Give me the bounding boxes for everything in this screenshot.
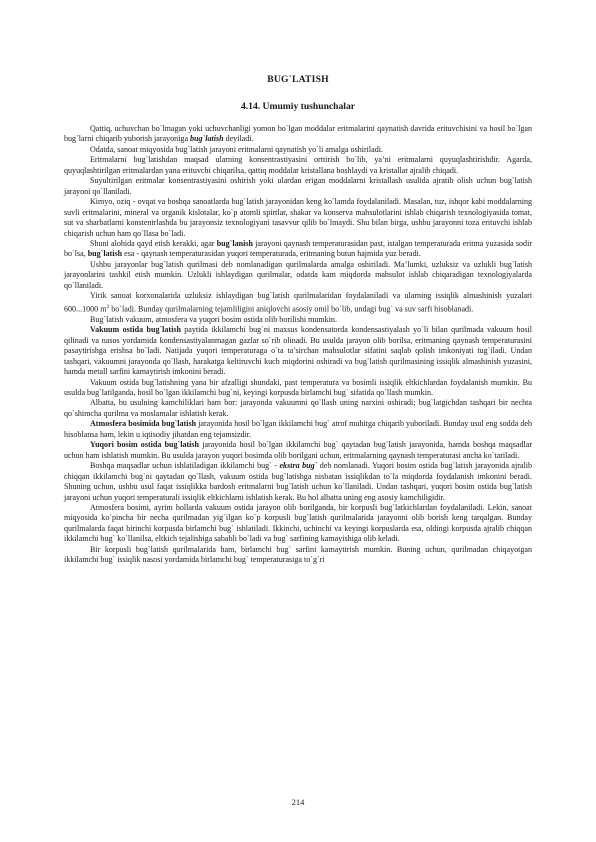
emphasis-text: Vakuum ostida bug`latish	[90, 325, 181, 335]
text-run: deb nomlanadi. Yuqori bosim ostida bug`latish jarayonida ajralib chiqqan ikkilamchi bug`ni qaytadan qo`llash, vakuum ostida bug`latishga nisbatan issiqlikdan to`la miqdorda foydalanish imkonini beradi. Shuning uchun, ushbu usul faqat issiqlikka bardosh eritmalarni bug`latish uchun ko`llaniladi. Undan tashqari, yuqori bosim ostida bug`latish jarayoni uchun yuqori temperaturali issiqlik eltkichlarni ishlatish kerak. Bu hol albatta uning eng asosiy kamchiligidir.	[64, 461, 532, 502]
text-run: Odatda, sanoat miqyosida bug`latish jarayoni eritmalarni qaynatish yo`li amalga oshiriladi.	[90, 144, 383, 154]
text-run: Boshqa maqsadlar uchun ishlatiladigan ikkilamchi bug` -	[90, 461, 280, 471]
paragraph	[64, 378, 532, 399]
body-text	[64, 124, 532, 566]
emphasis-text: bug`lanish	[216, 238, 253, 248]
paragraph	[64, 197, 532, 239]
paragraph	[64, 145, 532, 155]
text-run: bo`ladi. Bunday qurilmalarning tejamliligini aniqlovchi asosiy omil bo`lib, undagi bug` va suv sarfi hisoblanadi.	[109, 304, 474, 314]
text-run: Shuni alohida qayd etish kerakki, agar	[90, 238, 217, 248]
emphasis-text: ekstra bug`	[279, 461, 318, 471]
text-run: jarayonida hosil bo`lgan ikkilamchi bug` atrof muhitga chiqarib yuboriladi. Bunday usul eng sodda deb hisoblansa ham, lekin u iqtisodiy jihatdan eng tejamsizdir.	[64, 419, 532, 439]
emphasis-text: bug`latish	[190, 134, 224, 144]
paragraph	[64, 419, 532, 440]
paragraph	[64, 124, 532, 145]
text-run: Yirik sanoat korxonalarida uzluksiz ishlaydigan bug`latish qurilmalaridan foydalaniladi va ularning issiqlik almashinish yuzalari 600...1000 m	[64, 291, 532, 314]
section-title: 4.14. Umumiy tushunchalar	[240, 101, 356, 112]
text-run: deyiladi.	[223, 134, 254, 144]
paragraph	[64, 176, 532, 197]
paragraph	[64, 398, 532, 419]
paragraph	[64, 291, 532, 315]
paragraph	[64, 239, 532, 260]
page-number: 214	[291, 797, 305, 807]
emphasis-text: 2	[106, 303, 110, 310]
paragraph	[64, 315, 532, 325]
paragraph	[64, 461, 532, 503]
paragraph	[64, 545, 532, 566]
text-run: Vakuum ostida bug`latishning yana bir afzalligi shundaki, past temperatura va bosimli issiqlik eltkichlardan foydalanish mumkin. Bu usulda bug`latilganda, hosil bo`lgan ikkilamchi bug`ni, keyingi korpusda birlamchi bug` sifatida qo`llash mumkin.	[64, 377, 532, 397]
text-run: paytida ikkilamchi bug`ni maxsus kondensatorda kondensastiyalash yo`li bilan qurilmada vakuum hosil qilinadi va nasos yordamida kondensastiyalanmagan gazlar so`rib olinadi. Bu usulda jarayon olib borilsa, eritmaning qaynash temperaturasini pasaytirishga erishsa bo`ladi. Natijada yuqori temperaturaga o`ta ta’sirchan mahsulotlar sifatini saqlab qolish imkoniyati tug`iladi. Undan tashqari, vakuumni jarayonda qo`llash, harakatga keltiruvchi kuch miqdorini oshiradi va bug`latish qurilmasining issiqlik almashinish yuzasini, hamda metall sarfini kamaytirish imkonini beradi.	[64, 325, 532, 377]
emphasis-text: Atmosfera bosimida bug`latish	[90, 419, 197, 429]
chapter-title: BUG`LATISH	[267, 74, 329, 85]
emphasis-text: bug`latish	[87, 249, 123, 259]
text-run: esa - qaynash temperaturasidan yuqori temperaturada, eritmaning butun hajmida yuz beradi.	[122, 249, 421, 259]
paragraph	[64, 155, 532, 176]
paragraph	[64, 260, 532, 291]
text-run: Bir korpusli bug`latish qurilmalarida ham, birlamchi bug` sarfini kamaytirish mumkin. Buning uchun, qurilmadan chiqayotgan ikkilamchi bug` issiqlik nasosi yordamida birlamchi bug` temperaturasiga to`g`ri	[64, 544, 532, 565]
text-run: Ushbu jarayonlar bug`latish qurilmasi deb nomlanadigan qurilmalarda amalga oshiriladi. Ma’lumki, uzluksiz va uzlukli bug`latish jarayonlarini tashkil etish mumkin. Uzlukli ishlaydigan qurilmalar, odatda kam miqdorda mahsulot ishlab chiqaradigan texnologiyalarda qo`llaniladi.	[64, 259, 532, 290]
text-run: Albatta, bu usulning kamchiliklari ham bor: jarayonda vakuumni qo`llash uning narxini oshiradi; bug`latgichdan tashqari bir nechta qo`shimcha qurilma va moslamalar ishlatish kerak.	[64, 398, 532, 418]
text-run: Kimyo, oziq - ovqat va boshqa sanoatlarda bug`latish jarayonidan keng ko`lamda foydalaniladi. Masalan, tuz, ishqor kabi moddalarning suvli eritmalarini, mineral va organik kislotalar, ko`p atomli spirtlar, shakar va konserva mahsulotlarini ishlab chiqarish texnologiyasida tomat, sut va sharbatlarni konstentrlashda bu jarayonsiz texnologiyani tasavvur qilib bo`lmaydi. Shu bilan birga, ushbu jarayonni toza erituvchi ishlab chiqarish uchun ham qo`llasa bo`ladi.	[64, 197, 532, 238]
text-run: jarayoni qaynash temperaturasidan past, istalgan temperaturada eritma yuzasida sodir bo`lsa,	[64, 238, 532, 259]
text-run: jarayonida hosil bo`lgan ikkilamchi bug` qaytadan bug`latish jarayonida, hamda boshqa maqsadlar uchun ham ishlatish mumkin. Bu usulda jarayon yuqori bosimda olib borilgani uchun, eritmalarning qaynash temperaturasi ancha ko`tariladi.	[64, 440, 533, 460]
text-run: Qattiq, uchuvchan bo`lmagan yoki uchuvchanligi yomon bo`lgan moddalar eritmalarini qaynatish davrida erituvchisini va hosil bo`lgan bug`larni chiqarib yuborish jarayoniga	[64, 124, 532, 144]
text-run: Eritmalarni bug`latishdan maqsad ularning konsentrastiyasini orttirish bo`lib, ya’ni eritmalarni quyuqlashtirishdir. Agarda, quyuqlashtirilgan eritmalardan yana erituvchi chiqarilsa, qattiq moddalar kristallana boshlaydi va kristallar ajralib chiqadi.	[64, 155, 532, 175]
text-run: Bug`latish vakuum, atmosfera va yuqori bosim ostida olib borilishi mumkin.	[90, 314, 337, 324]
emphasis-text: Yuqori bosim ostida bug`latish	[90, 440, 200, 450]
paragraph	[64, 325, 532, 377]
paragraph	[64, 503, 532, 545]
text-run: Suyultirilgan eritmalar konsentrastiyasini oshirish yoki ulardan erigan moddalarni kristallash usulida ajratib olish uchun bug`latish jarayoni qo`llaniladi.	[64, 176, 532, 196]
text-run: Atmosfera bosimi, ayrim hollarda vakuum ostida jarayon olib borilganda, bir korpusli bug`latkichlardan foydalaniladi. Lekin, sanoat miqyosida ko`pincha bir necha qurilmadan yig`ilgan ko`p korpusli bug`latish qurilmalarida jarayonni olib borish keng tarqalgan. Bunday qurilmalarda faqat birinchi korpusda birlamchi bug` ishlatiladi. Ikkinchi, uchinchi va keyingi korpuslarda esa, oldingi korpusda ajralib chiqqan ikkilamchi bug` ko`llanilsa, eltkich tejalishiga sababli bo`ladi va bug` sarfining kamayishiga olib keladi.	[64, 502, 532, 544]
paragraph	[64, 440, 532, 461]
